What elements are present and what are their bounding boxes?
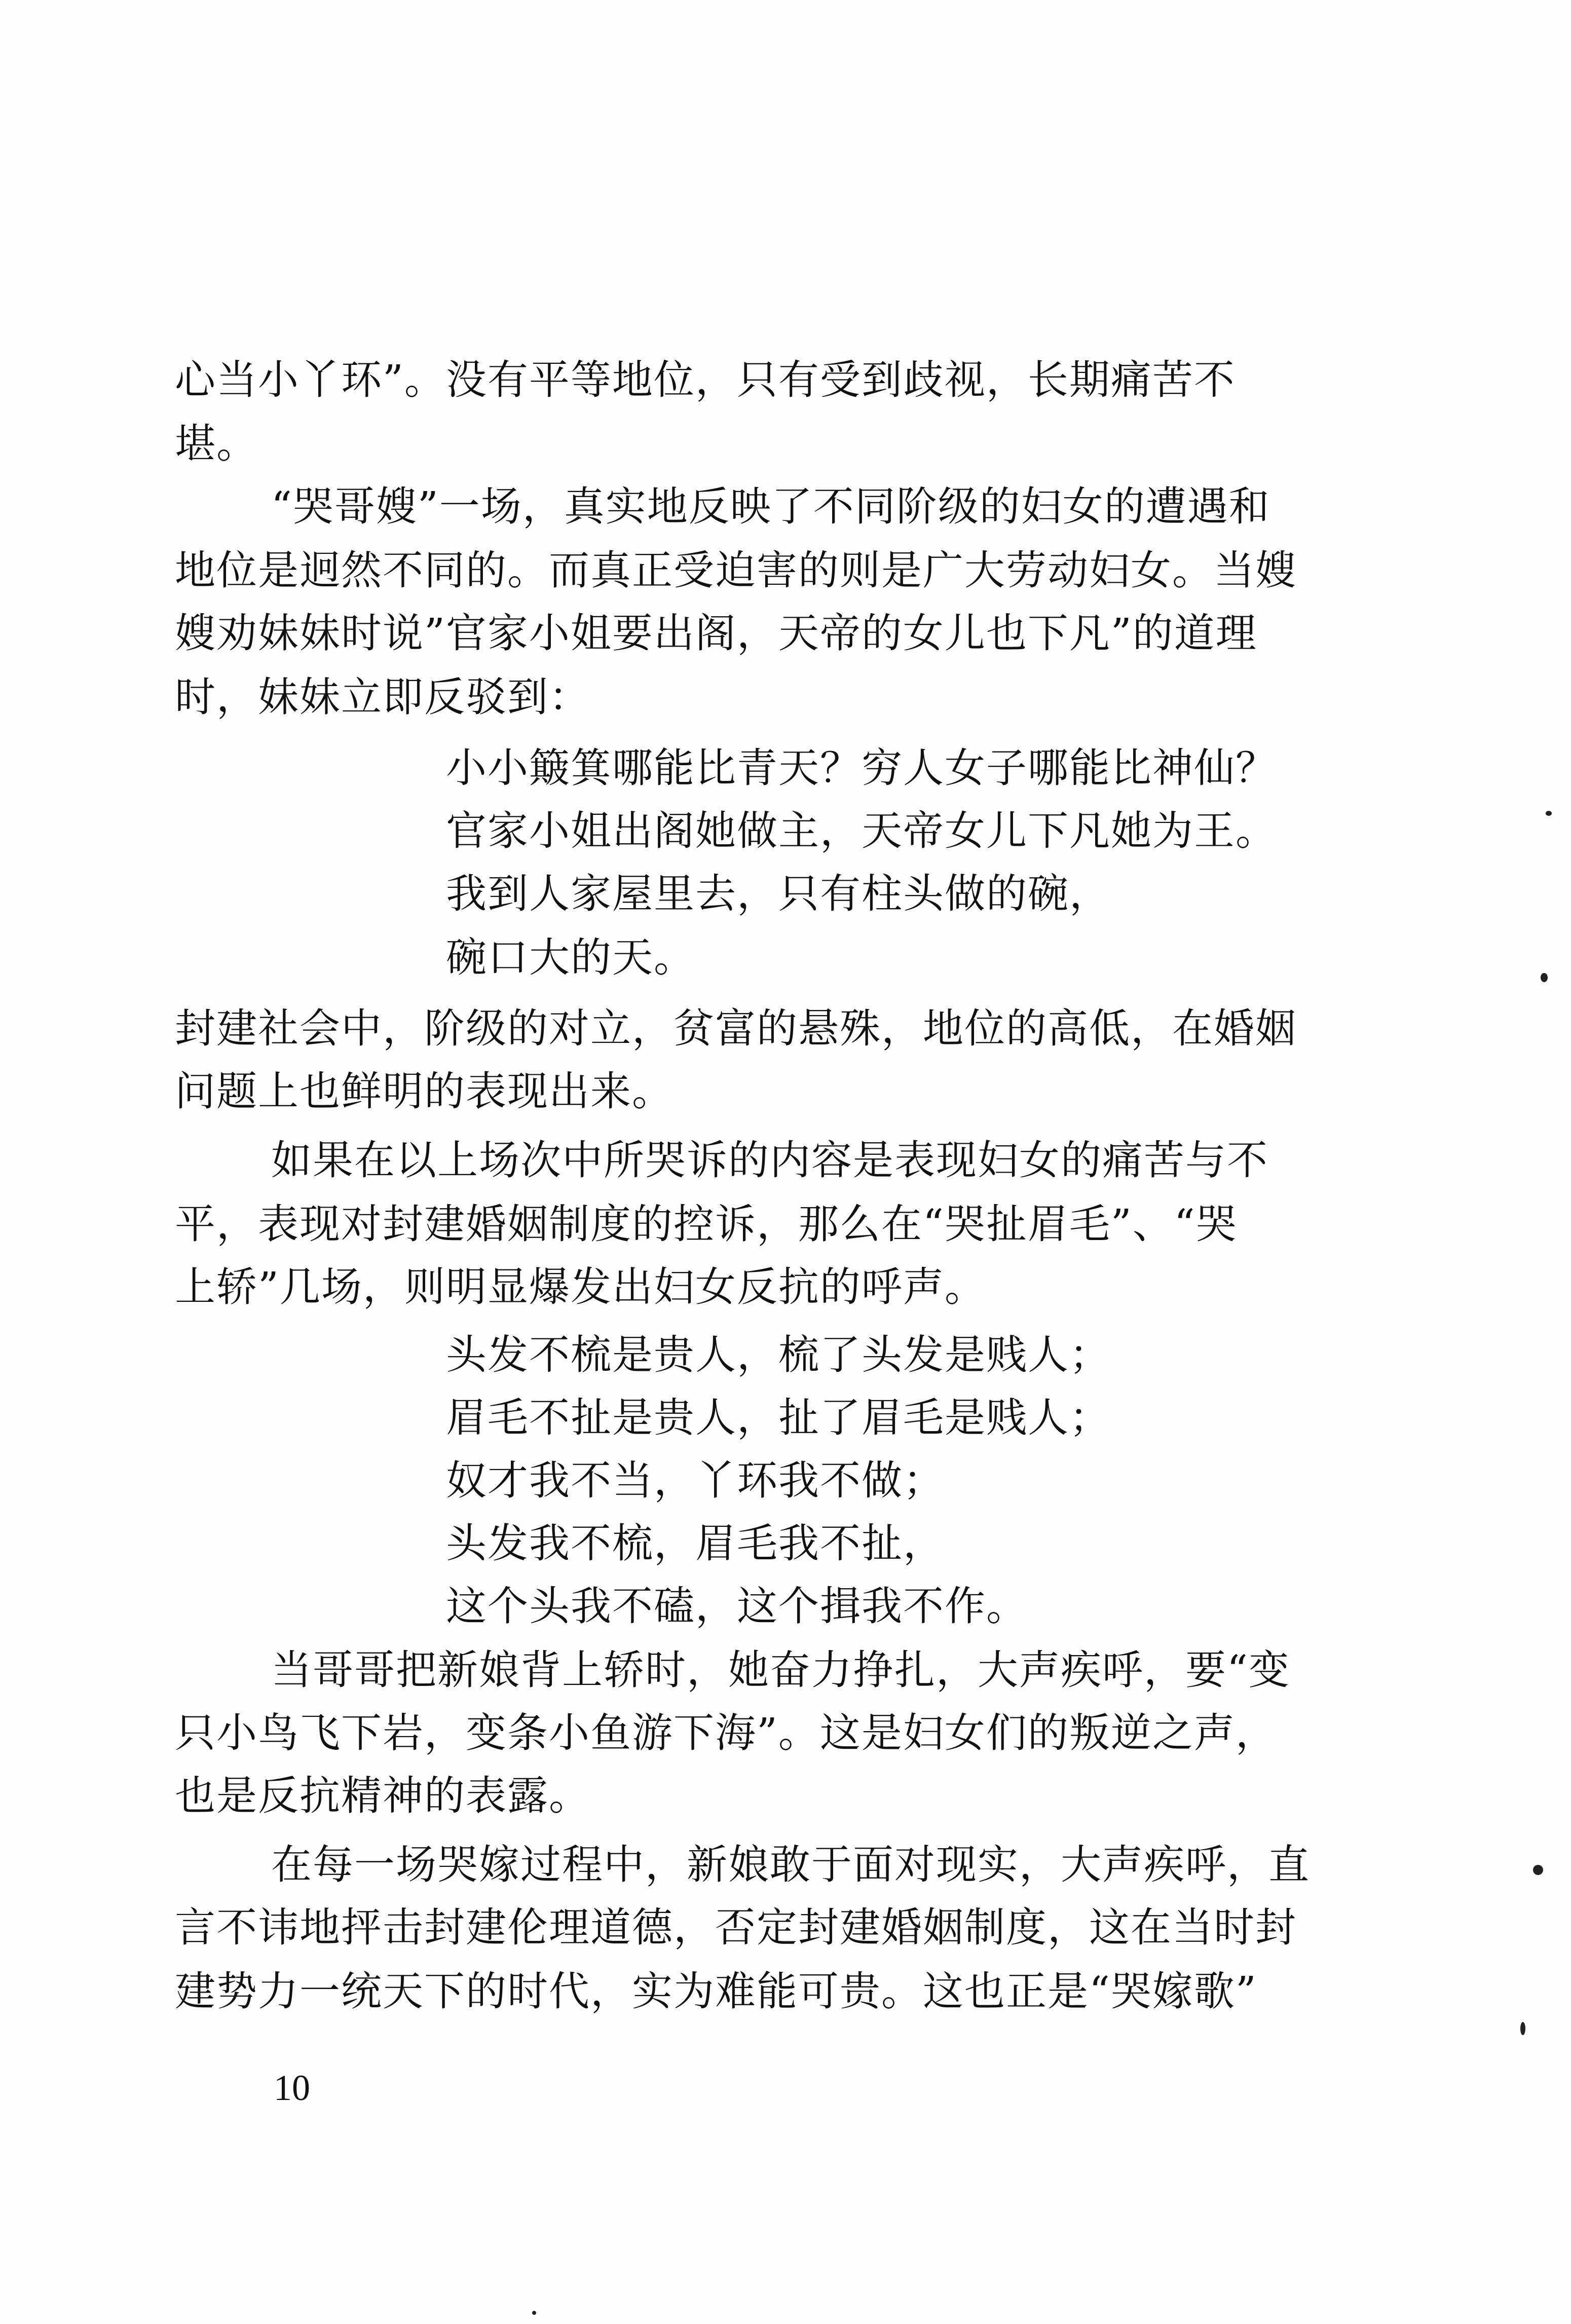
text-line-9: 如果在以上场次中所哭诉的内容是表现妇女的痛苦与不 xyxy=(271,1137,1268,1184)
text-line-12: 当哥哥把新娘背上轿时，她奋力挣扎，大声疾呼，要“变 xyxy=(271,1646,1290,1694)
verse-line-5: 头发不梳是贵人，梳了头发是贱人； xyxy=(446,1331,1111,1378)
scan-speck xyxy=(1541,973,1548,982)
verse-line-6: 眉毛不扯是贵人，扯了眉毛是贱人； xyxy=(446,1394,1111,1441)
verse-line-4: 碗口大的天。 xyxy=(446,934,695,981)
text-line-11: 上轿”几场，则明显爆发出妇女反抗的呼声。 xyxy=(175,1263,986,1310)
verse-line-9: 这个头我不磕，这个揖我不作。 xyxy=(446,1583,1028,1630)
page-number: 10 xyxy=(274,2068,310,2108)
scan-speck xyxy=(1546,811,1552,816)
text-line-7: 封建社会中，阶级的对立，贫富的悬殊，地位的高低，在婚姻 xyxy=(175,1005,1297,1052)
text-line-3: “哭哥嫂”一场，真实地反映了不同阶级的妇女的遭遇和 xyxy=(271,483,1270,530)
scan-speck xyxy=(532,2311,536,2315)
text-line-5: 嫂劝妹妹时说”官家小姐要出阁，天帝的女儿也下凡”的道理 xyxy=(175,610,1257,657)
text-line-8: 问题上也鲜明的表现出来。 xyxy=(175,1068,674,1115)
text-line-4: 地位是迥然不同的。而真正受迫害的则是广大劳动妇女。当嫂 xyxy=(175,547,1297,594)
scan-speck xyxy=(1520,2022,1525,2035)
text-line-13: 只小鸟飞下岩，变条小鱼游下海”。这是妇女们的叛逆之声， xyxy=(175,1709,1277,1756)
text-line-6: 时，妹妹立即反驳到： xyxy=(175,673,590,721)
text-line-14: 也是反抗精神的表露。 xyxy=(175,1772,590,1819)
verse-line-7: 奴才我不当，丫环我不做； xyxy=(446,1457,945,1504)
verse-line-2: 官家小姐出阁她做主，天帝女儿下凡她为王。 xyxy=(446,807,1277,854)
verse-line-1: 小小簸箕哪能比青天？穷人女子哪能比神仙？ xyxy=(446,744,1277,792)
text-line-10: 平，表现对封建婚姻制度的控诉，那么在“哭扯眉毛”、“哭 xyxy=(175,1201,1238,1248)
text-line-15: 在每一场哭嫁过程中，新娘敢于面对现实，大声疾呼，直 xyxy=(271,1841,1310,1888)
text-line-16: 言不讳地抨击封建伦理道德，否定封建婚姻制度，这在当时封 xyxy=(175,1904,1297,1951)
text-line-2: 堪。 xyxy=(175,420,258,467)
verse-line-8: 头发我不梳，眉毛我不扯， xyxy=(446,1520,945,1567)
scan-speck xyxy=(1533,1865,1543,1875)
text-line-17: 建势力一统天下的时代，实为难能可贵。这也正是“哭嫁歌” xyxy=(175,1968,1257,2015)
text-line-1: 心当小丫环”。没有平等地位，只有受到歧视，长期痛苦不 xyxy=(175,356,1236,403)
verse-line-3: 我到人家屋里去，只有柱头做的碗， xyxy=(446,870,1111,917)
